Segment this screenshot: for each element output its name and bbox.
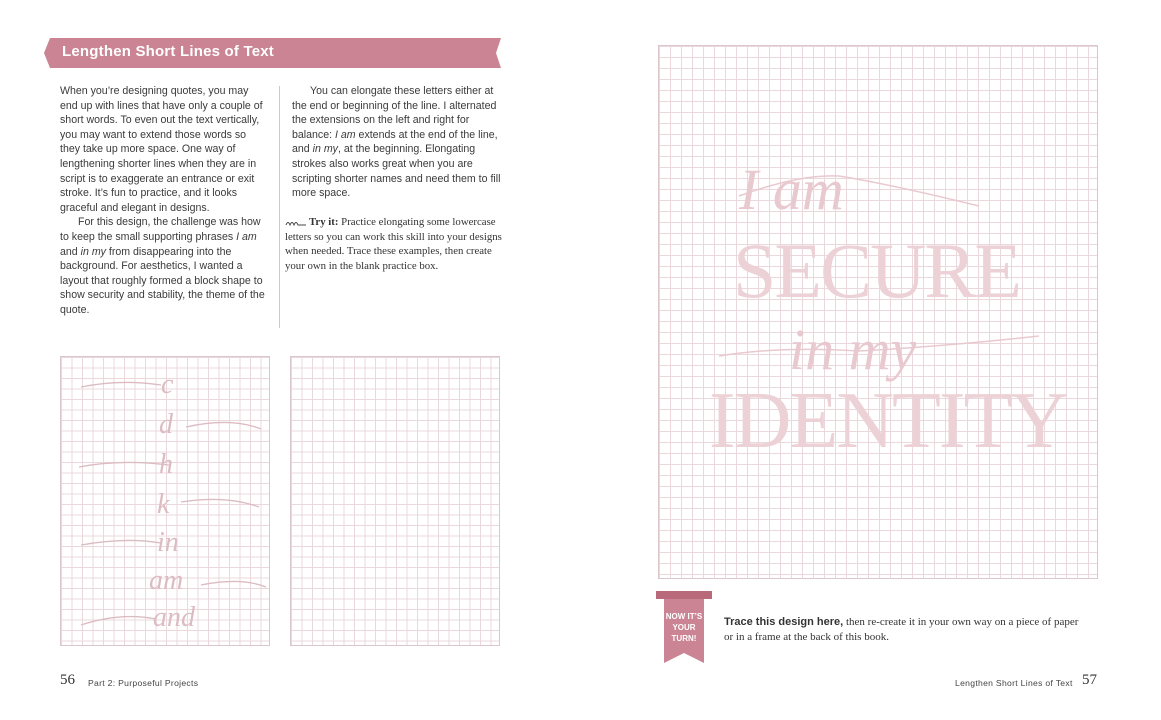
running-footer-left: Part 2: Purposeful Projects bbox=[88, 678, 199, 688]
design-line-secure: SECURE bbox=[733, 227, 1021, 314]
try-it-callout bbox=[285, 215, 503, 273]
running-footer-right: Lengthen Short Lines of Text bbox=[955, 678, 1073, 688]
body-column-1 bbox=[60, 84, 267, 318]
now-its-your-turn-badge bbox=[656, 591, 712, 663]
badge-text: NOW IT’S YOUR TURN! bbox=[665, 612, 703, 643]
section-title: Lengthen Short Lines of Text bbox=[62, 43, 274, 60]
design-line-identity: IDENTITY bbox=[709, 377, 1067, 465]
practice-word: and bbox=[153, 602, 195, 633]
practice-letter: h bbox=[159, 449, 173, 480]
practice-word: in bbox=[157, 527, 179, 558]
design-line-i-am: I am bbox=[739, 157, 844, 222]
column-divider bbox=[279, 86, 280, 328]
paragraph: When you’re designing quotes, you may end up with lines that have only a couple of short words. To even out the text vertically, you may want to extend those words so they take up more space. One way of lengthening shorter lines when they are in script is to exaggerate an entrance or exit stroke. It’s fun to practice, and it looks graceful and elegant in designs. bbox=[60, 85, 263, 214]
design-trace-grid[interactable] bbox=[658, 45, 1098, 579]
practice-grid-traced[interactable] bbox=[60, 356, 270, 646]
try-it-label: Try it: bbox=[309, 216, 339, 228]
practice-word: am bbox=[149, 565, 184, 596]
paragraph: For this design, the challenge was how to keep the small supporting phrases I am and in my from disappearing into the background. For aesthetics, I wanted a layout that roughly formed a block shape to show security and stability, the theme of the quote. bbox=[60, 216, 265, 316]
page-number-left: 56 bbox=[60, 672, 75, 688]
practice-letter: d bbox=[159, 409, 173, 440]
trace-instructions: Trace this design here, then re-create it in your own way on a piece of paper or in a frame at the back of this book. bbox=[724, 616, 1079, 643]
section-header-ribbon bbox=[44, 38, 501, 68]
page-number-right: 57 bbox=[1082, 672, 1097, 688]
pen-stroke-icon bbox=[285, 219, 307, 227]
paragraph: You can elongate these letters either at the end or beginning of the line. I alternated the extensions on the left and right for balance: I am extends at the end of the line, and in my, at the beginning. Elongating strokes also works great when you are scripting shorter names and need them to fill more space. bbox=[292, 85, 501, 200]
practice-grid-blank[interactable] bbox=[290, 356, 500, 646]
practice-letter: c bbox=[161, 369, 174, 400]
practice-letter: k bbox=[157, 489, 170, 520]
design-line-in-my: in my bbox=[789, 317, 917, 382]
try-it-text: Practice elongating some lowercase letters so you can work this skill into your designs when needed. Trace these examples, then create your own in the blank practice box. bbox=[285, 216, 502, 272]
body-column-2 bbox=[292, 84, 502, 201]
